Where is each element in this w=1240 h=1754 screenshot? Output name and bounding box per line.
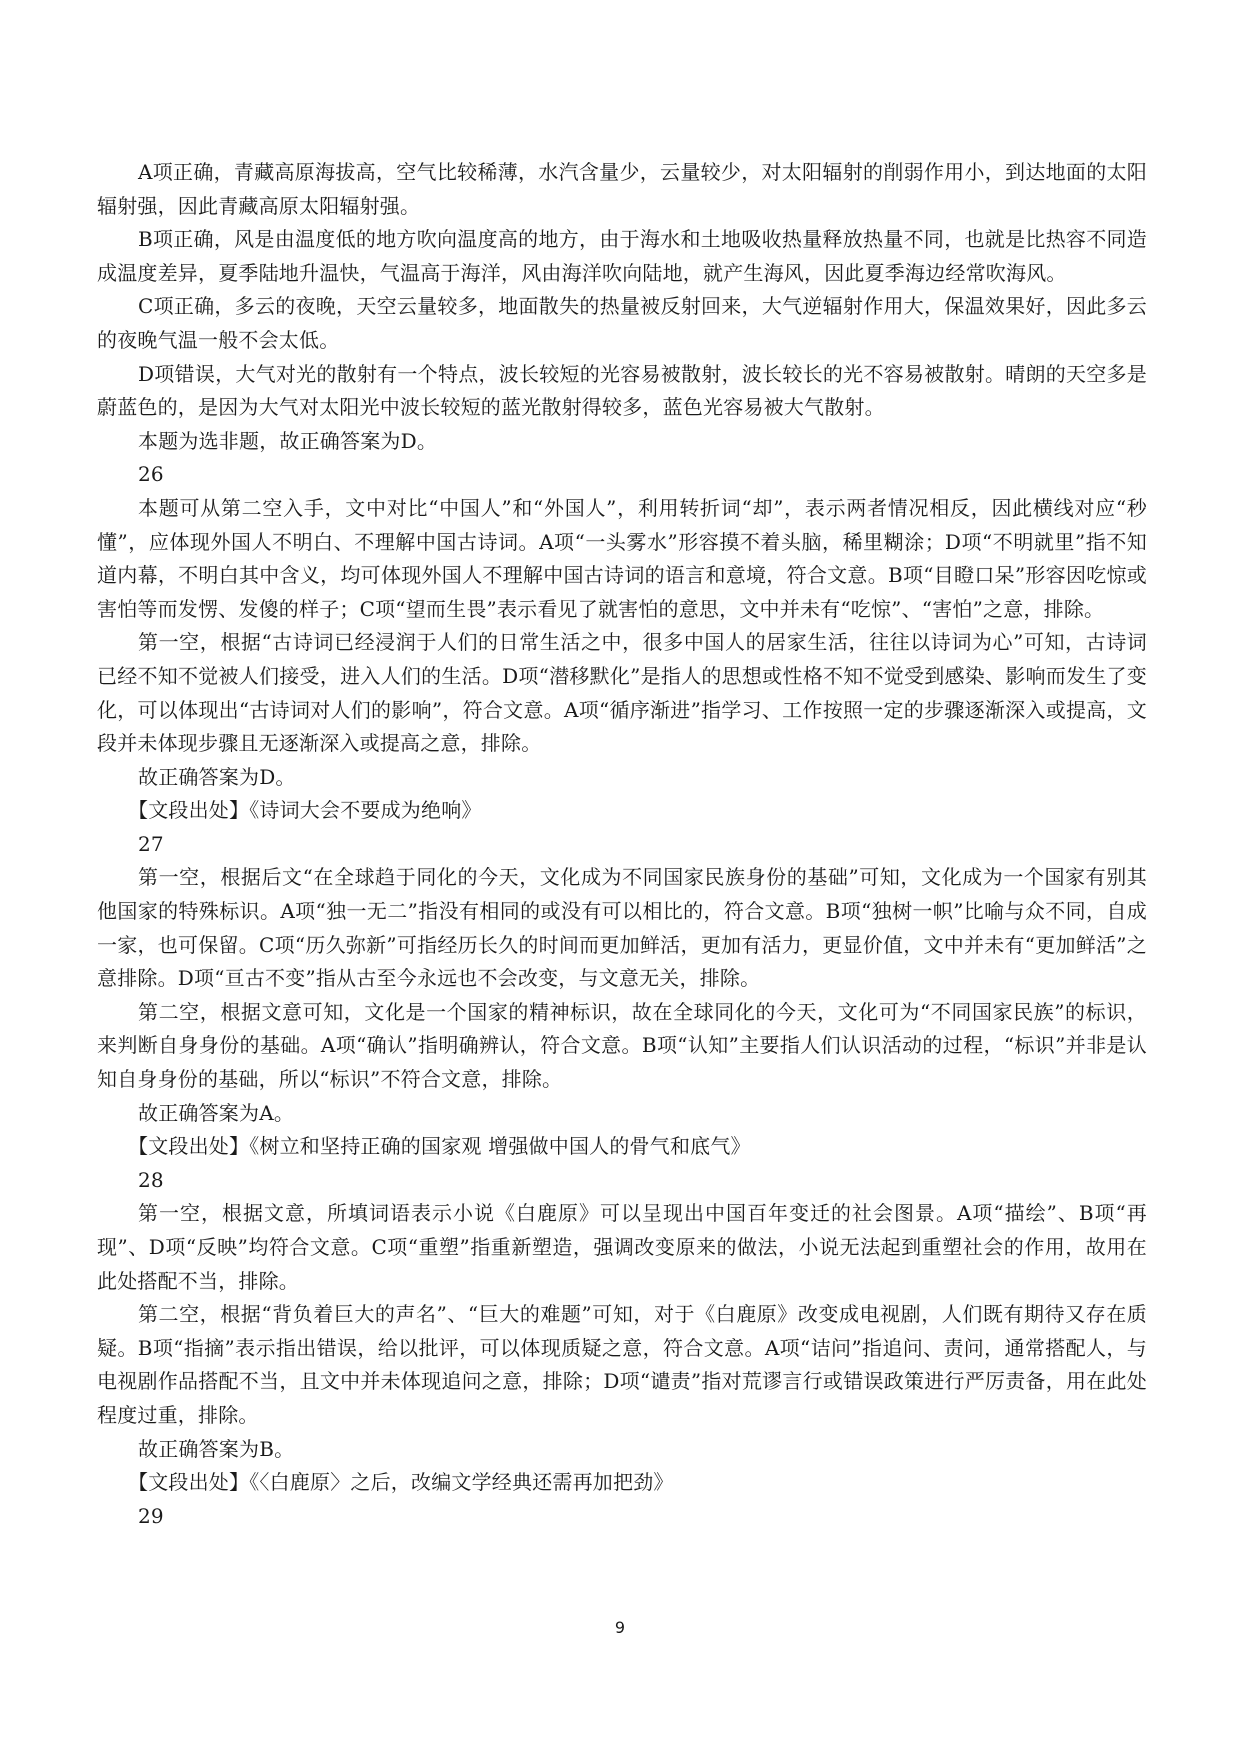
- source-28: 【文段出处】《〈白鹿原〉之后，改编文学经典还需再加把劲》: [128, 1470, 674, 1495]
- answer-27: 故正确答案为A。: [138, 1100, 295, 1125]
- paragraph-d-wrong: D项错误，大气对光的散射有一个特点，波长较短的光容易被散射，波长较长的光不容易被散射。晴朗的天空多是蔚蓝色的，是因为大气对太阳光中波长较短的蓝光散射得较多，蓝色光容易被大气散射。: [97, 361, 1147, 420]
- paragraph-28-blank1: 第一空，根据文意，所填词语表示小说《白鹿原》可以呈现出中国百年变迁的社会图景。A项“描绘”、B项“再现”、D项“反映”均符合文意。C项“重塑”指重新塑造，强调改变原来的做法，小说无法起到重塑社会的作用，故用在此处搭配不当，排除。: [97, 1201, 1147, 1293]
- source-27: 【文段出处】《树立和坚持正确的国家观 增强做中国人的骨气和底气》: [128, 1134, 751, 1159]
- paragraph-28-blank2: 第二空，根据“背负着巨大的声名”、“巨大的难题”可知，对于《白鹿原》改变成电视剧，人们既有期待又存在质疑。B项“指摘”表示指出错误，给以批评，可以体现质疑之意，符合文意。A项“诘问”指追问、责问，通常搭配人，与电视剧作品搭配不当，且文中并未体现追问之意，排除；D项“谴责”指对荒谬言行或错误政策进行严厉责备，用在此处程度过重，排除。: [97, 1302, 1147, 1427]
- question-number-28: 28: [138, 1167, 164, 1192]
- paragraph-26-blank2: 本题可从第二空入手，文中对比“中国人”和“外国人”，利用转折词“却”，表示两者情况相反，因此横线对应“秒懂”，应体现外国人不明白、不理解中国古诗词。A项“一头雾水”形容摸不着头脑，稀里糊涂；D项“不明就里”指不知道内幕，不明白其中含义，均可体现外国人不理解中国古诗词的语言和意境，符合文意。B项“目瞪口呆”形容因吃惊或害怕等而发愣、发傻的样子；C项“望而生畏”表示看见了就害怕的意思，文中并未有“吃惊”、“害怕”之意，排除。: [97, 495, 1147, 621]
- question-number-29: 29: [138, 1503, 164, 1528]
- question-number-26: 26: [138, 462, 164, 487]
- paragraph-c-correct: C项正确，多云的夜晚，天空云量较多，地面散失的热量被反射回来，大气逆辐射作用大，保温效果好，因此多云的夜晚气温一般不会太低。: [97, 294, 1147, 352]
- paragraph-27-blank1: 第一空，根据后文“在全球趋于同化的今天，文化成为不同国家民族身份的基础”可知，文化成为一个国家有别其他国家的特殊标识。A项“独一无二”指没有相同的或没有可以相比的，符合文意。B项“独树一帜”比喻与众不同，自成一家，也可保留。C项“历久弥新”可指经历长久的时间而更加鲜活，更加有活力，更显价值，文中并未有“更加鲜活”之意排除。D项“亘古不变”指从古至今永远也不会改变，与文意无关，排除。: [97, 865, 1147, 991]
- page-number: 9: [614, 1618, 626, 1637]
- paragraph-b-correct: B项正确，风是由温度低的地方吹向温度高的地方，由于海水和土地吸收热量释放热量不同，也就是比热容不同造成温度差异，夏季陆地升温快，气温高于海洋，风由海洋吹向陆地，就产生海风，因此夏季海边经常吹海风。: [97, 227, 1147, 285]
- answer-25: 本题为选非题，故正确答案为D。: [138, 428, 438, 453]
- answer-26: 故正确答案为D。: [138, 764, 296, 789]
- answer-28: 故正确答案为B。: [138, 1436, 295, 1461]
- paragraph-a-correct: A项正确，青藏高原海拔高，空气比较稀薄，水汽含量少，云量较少，对太阳辐射的削弱作用小，到达地面的太阳辐射强，因此青藏高原太阳辐射强。: [97, 160, 1147, 218]
- paragraph-27-blank2: 第二空，根据文意可知，文化是一个国家的精神标识，故在全球同化的今天，文化可为“不同国家民族”的标识，来判断自身身份的基础。A项“确认”指明确辨认，符合文意。B项“认知”主要指人们认识活动的过程，“标识”并非是认知自身身份的基础，所以“标识”不符合文意，排除。: [97, 999, 1147, 1092]
- document-body: [97, 156, 1147, 1533]
- source-26: 【文段出处】《诗词大会不要成为绝响》: [128, 798, 482, 823]
- question-number-27: 27: [138, 831, 164, 856]
- paragraph-26-blank1: 第一空，根据“古诗词已经浸润于人们的日常生活之中，很多中国人的居家生活，往往以诗词为心”可知，古诗词已经不知不觉被人们接受，进入人们的生活。D项“潜移默化”是指人的思想或性格不知不觉受到感染、影响而发生了变化，可以体现出“古诗词对人们的影响”，符合文意。A项“循序渐进”指学习、工作按照一定的步骤逐渐深入或提高，文段并未体现步骤且无逐渐深入或提高之意，排除。: [97, 630, 1147, 756]
